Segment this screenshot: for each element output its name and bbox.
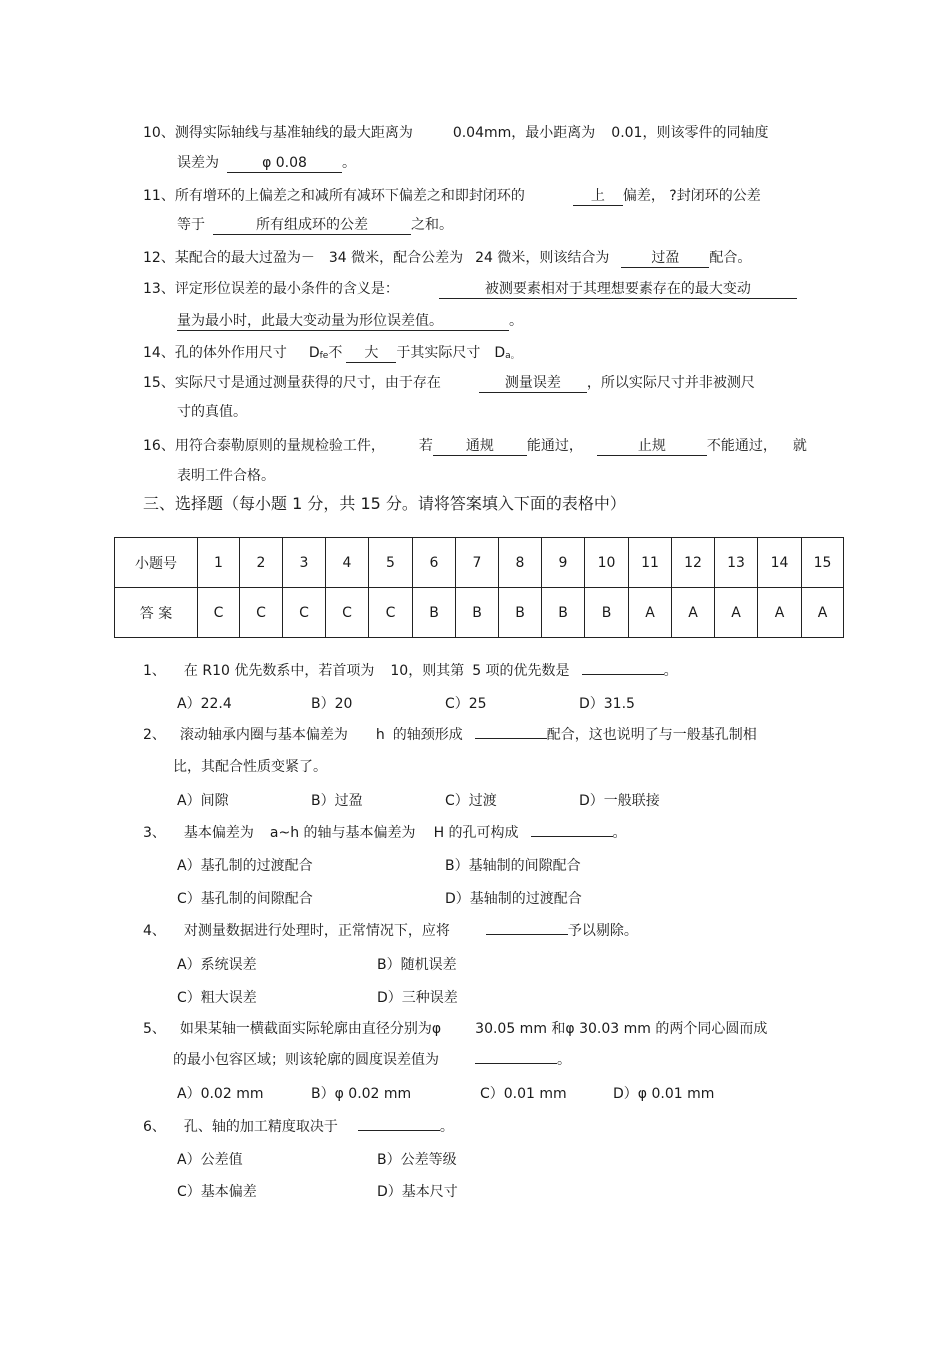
choice-q4-option-d: D）三种误差	[377, 990, 458, 1006]
table-cell: 5	[369, 538, 413, 588]
answer-blank	[358, 1130, 440, 1131]
choice-q6-option-b: B）公差等级	[377, 1152, 457, 1168]
table-header-label: 小题号	[115, 538, 198, 588]
choice-q5-option-a: A）0.02 mm	[177, 1086, 264, 1102]
answer-blank: 所有组成环的公差	[213, 216, 411, 235]
table-answer-label: 答 案	[115, 588, 198, 638]
table-cell: 3	[283, 538, 326, 588]
answer-blank: 上	[573, 187, 623, 206]
choice-q6-option-d: D）基本尺寸	[377, 1184, 458, 1200]
choice-q5-option-d: D）φ 0.01 mm	[613, 1086, 715, 1102]
fill-q11-line2: 等于 所有组成环的公差 之和。	[177, 217, 453, 233]
choice-q2-option-a: A）间隙	[177, 793, 229, 809]
fill-q13-line2: 量为最小时，此最大变动量为形位误差值。 。	[177, 313, 523, 329]
choice-q2-stem-line1: 2、 滚动轴承内圈与基本偏差为 h 的轴颈形成 配合，这也说明了与一般基孔制相	[143, 727, 757, 743]
answer-blank	[531, 836, 613, 837]
fill-q14-line: 14、孔的体外作用尺寸 Dfe不 大 于其实际尺寸 Da。	[143, 345, 520, 361]
table-cell: B	[499, 588, 542, 638]
fill-q10-line1: 10、测得实际轴线与基准轴线的最大距离为 0.04mm，最小距离为 0.01，则该零件的同轴度	[143, 125, 769, 141]
choice-q5-stem-line1: 5、 如果某轴一横截面实际轮廓由直径分别为φ 30.05 mm 和φ 30.03 mm 的两个同心圆而成	[143, 1021, 768, 1037]
table-cell: 12	[672, 538, 715, 588]
answer-blank	[486, 934, 568, 935]
answer-blank	[475, 738, 547, 739]
choice-q1-option-b: B）20	[311, 696, 353, 712]
answer-blank: φ 0.08	[227, 154, 342, 173]
table-cell: 6	[413, 538, 456, 588]
table-cell: 14	[758, 538, 802, 588]
answer-blank: 量为最小时，此最大变动量为形位误差值。	[177, 312, 509, 331]
fill-q16-line2: 表明工件合格。	[177, 468, 275, 484]
choice-q4-stem: 4、 对测量数据进行处理时，正常情况下，应将 予以剔除。	[143, 923, 638, 939]
table-cell: B	[585, 588, 629, 638]
choice-q4-option-a: A）系统误差	[177, 957, 257, 973]
choice-q2-option-c: C）过渡	[445, 793, 497, 809]
answer-blank	[475, 1063, 557, 1064]
choice-q6-option-c: C）基本偏差	[177, 1184, 257, 1200]
choice-q2-stem-line2: 比，其配合性质变紧了。	[173, 759, 327, 775]
choice-q3-option-c: C）基孔制的间隙配合	[177, 891, 313, 907]
answer-blank: 通规	[433, 437, 527, 456]
table-cell: C	[369, 588, 413, 638]
answer-blank: 测量误差	[479, 374, 587, 393]
choice-q6-option-a: A）公差值	[177, 1152, 243, 1168]
table-cell: 9	[542, 538, 585, 588]
choice-q2-option-b: B）过盈	[311, 793, 363, 809]
choice-q1-stem: 1、 在 R10 优先数系中，若首项为 10，则其第 5 项的优先数是 。	[143, 663, 678, 679]
table-cell: 2	[240, 538, 283, 588]
table-cell: B	[456, 588, 499, 638]
choice-q6-stem: 6、 孔、轴的加工精度取决于 。	[143, 1119, 454, 1135]
table-cell: 10	[585, 538, 629, 588]
answer-blank	[582, 674, 664, 675]
table-row-numbers	[115, 538, 844, 588]
table-cell: A	[758, 588, 802, 638]
table-row-answers	[115, 588, 844, 638]
table-cell: 7	[456, 538, 499, 588]
choice-q3-option-a: A）基孔制的过渡配合	[177, 858, 313, 874]
table-cell: 11	[629, 538, 672, 588]
section-title: 三、选择题（每小题 1 分，共 15 分。请将答案填入下面的表格中）	[143, 494, 626, 513]
fill-q15-line1: 15、实际尺寸是通过测量获得的尺寸，由于存在 测量误差 ，所以实际尺寸并非被测尺	[143, 375, 755, 391]
table-cell: C	[198, 588, 240, 638]
answer-table	[114, 537, 844, 638]
choice-q3-stem: 3、 基本偏差为 a~h 的轴与基本偏差为 H 的孔可构成 。	[143, 825, 627, 841]
table-cell: B	[542, 588, 585, 638]
table-cell: 4	[326, 538, 369, 588]
table-cell: A	[802, 588, 844, 638]
choice-q5-stem-line2: 的最小包容区域；则该轮廓的圆度误差值为 。	[173, 1052, 571, 1068]
choice-q1-option-a: A）22.4	[177, 696, 232, 712]
table-cell: A	[715, 588, 758, 638]
table-cell: A	[629, 588, 672, 638]
table-cell: B	[413, 588, 456, 638]
fill-q16-line1: 16、用符合泰勒原则的量规检验工件， 若 通规 能通过， 止规 不能通过， 就	[143, 438, 807, 454]
answer-blank: 过盈	[621, 249, 709, 268]
fill-q11-line1: 11、所有增环的上偏差之和减所有减环下偏差之和即封闭环的 上 偏差， ?封闭环的公差	[143, 188, 761, 204]
table-cell: C	[326, 588, 369, 638]
choice-q1-option-d: D）31.5	[579, 696, 635, 712]
fill-q12-line: 12、某配合的最大过盈为－ 34 微米，配合公差为 24 微米，则该结合为 过盈 配合。	[143, 250, 752, 266]
fill-q10-line2: 误差为 φ 0.08 。	[177, 155, 356, 171]
table-cell: 8	[499, 538, 542, 588]
fill-q13-line1: 13、评定形位误差的最小条件的含义是： 被测要素相对于其理想要素存在的最大变动	[143, 279, 797, 299]
answer-blank: 大	[346, 344, 396, 363]
choice-q2-option-d: D）一般联接	[579, 793, 660, 809]
table-cell: 1	[198, 538, 240, 588]
choice-q5-option-c: C）0.01 mm	[480, 1086, 567, 1102]
answer-blank: 被测要素相对于其理想要素存在的最大变动	[439, 280, 797, 299]
fill-q15-line2: 寸的真值。	[177, 404, 247, 420]
choice-q3-option-b: B）基轴制的间隙配合	[445, 858, 581, 874]
choice-q5-option-b: B）φ 0.02 mm	[311, 1086, 412, 1102]
choice-q3-option-d: D）基轴制的过渡配合	[445, 891, 582, 907]
answer-blank: 止规	[597, 437, 707, 456]
choice-q1-option-c: C）25	[445, 696, 487, 712]
table-cell: C	[283, 588, 326, 638]
table-cell: 15	[802, 538, 844, 588]
choice-q4-option-c: C）粗大误差	[177, 990, 257, 1006]
table-cell: C	[240, 588, 283, 638]
table-cell: A	[672, 588, 715, 638]
choice-q4-option-b: B）随机误差	[377, 957, 457, 973]
table-cell: 13	[715, 538, 758, 588]
